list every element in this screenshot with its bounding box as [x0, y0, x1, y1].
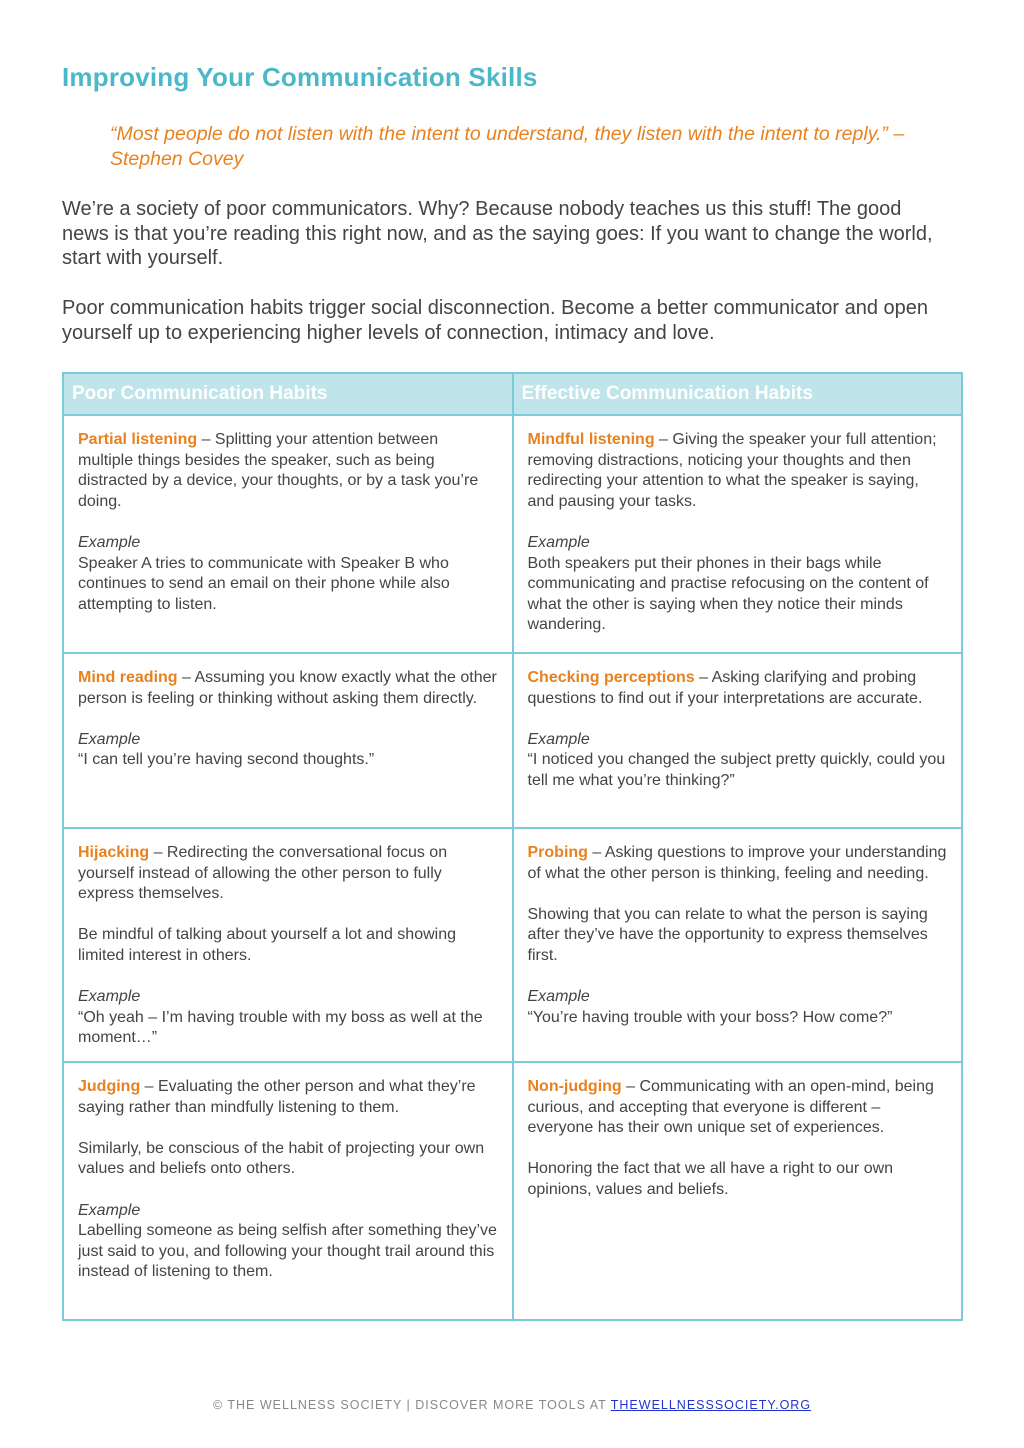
habit-description: – Evaluating the other person and what they’re saying rather than mindfully listening to them.: [78, 1077, 476, 1116]
quote: “Most people do not listen with the intent to understand, they listen with the intent to reply.” – Stephen Covey: [110, 123, 905, 170]
habit-term: Mindful listening: [527, 431, 655, 448]
intro-paragraph: We’re a society of poor communicators. Why? Because nobody teaches us this stuff! The good news is that you’re reading this right now, and as the saying goes: If you want to change the world, start with yourself.: [62, 198, 933, 269]
poor-habit-cell: [63, 415, 513, 653]
habit-note: Honoring the fact that we all have a right to our own opinions, values and beliefs.: [527, 1160, 894, 1198]
habit-note: Showing that you can relate to what the person is saying after they’ve have the opportunity to express themselves first.: [527, 905, 928, 964]
example-label: Example: [527, 533, 590, 551]
habits-table: [62, 372, 963, 1321]
column-header-poor: Poor Communication Habits: [63, 373, 513, 415]
poor-habit-cell: [63, 653, 513, 828]
example-label: Example: [78, 1201, 141, 1219]
table-header-row: [63, 373, 962, 415]
example-text: Speaker A tries to communicate with Speaker B who continues to send an email on their phone while also attempting to listen.: [78, 554, 450, 613]
table-row: [63, 653, 962, 828]
footer-text: © THE WELLNESS SOCIETY | DISCOVER MORE TOOLS AT: [212, 1398, 611, 1412]
effective-habit-cell: [513, 1062, 963, 1320]
footer: [0, 1398, 1024, 1412]
habit-term: Non-judging: [527, 1077, 622, 1095]
page-title: Improving Your Communication Skills: [62, 62, 538, 92]
example-text: “I can tell you’re having second thoughts.”: [78, 751, 375, 769]
example-label: Example: [78, 730, 141, 748]
example-text: “I noticed you changed the subject pretty quickly, could you tell me what you’re thinking?”: [527, 751, 946, 789]
habit-term: Judging: [78, 1077, 141, 1095]
footer-link[interactable]: THEWELLNESSSOCIETY.ORG: [610, 1398, 812, 1412]
habit-term: Partial listening: [78, 431, 198, 448]
habit-description: – Assuming you know exactly what the other person is feeling or thinking without asking them directly.: [78, 669, 497, 707]
effective-habit-cell: [513, 653, 963, 828]
habit-description: – Asking clarifying and probing questions to find out if your interpretations are accurate.: [527, 669, 923, 707]
column-header-effective: Effective Communication Habits: [513, 373, 963, 415]
table-row: [63, 415, 962, 653]
poor-habit-cell: [63, 828, 513, 1062]
example-text: Labelling someone as being selfish after something they’ve just said to you, and following your thought trail around this instead of listening to them.: [78, 1222, 497, 1281]
habit-description: – Giving the speaker your full attention; removing distractions, noticing your thoughts and then redirecting your attention to what the speaker is saying, and pausing your tasks.: [527, 431, 937, 510]
example-text: Both speakers put their phones in their bags while communicating and practise refocusing on the content of what the other is saying when they notice their minds wandering.: [527, 554, 929, 634]
habit-description: – Asking questions to improve your understanding of what the other person is thinking, feeling and needing.: [527, 844, 947, 882]
effective-habit-cell: [513, 415, 963, 653]
table-row: [63, 1062, 962, 1320]
example-label: Example: [78, 533, 141, 551]
habit-term: Mind reading: [78, 669, 178, 686]
example-label: Example: [78, 988, 141, 1006]
example-label: Example: [527, 730, 590, 748]
intro-paragraph: Poor communication habits trigger social disconnection. Become a better communicator and open yourself up to experiencing higher levels of connection, intimacy and love.: [62, 297, 929, 344]
habit-note: Similarly, be conscious of the habit of projecting your own values and beliefs onto others.: [78, 1139, 485, 1178]
table-row: [63, 828, 962, 1062]
effective-habit-cell: [513, 828, 963, 1062]
poor-habit-cell: [63, 1062, 513, 1320]
habit-term: Hijacking: [78, 844, 150, 861]
example-text: “Oh yeah – I’m having trouble with my boss as well at the moment…”: [78, 1008, 483, 1047]
habit-term: Checking perceptions: [527, 669, 695, 686]
example-label: Example: [527, 988, 590, 1006]
habit-note: Be mindful of talking about yourself a lot and showing limited interest in others.: [78, 926, 457, 964]
habit-term: Probing: [527, 844, 588, 861]
habit-description: – Redirecting the conversational focus on yourself instead of allowing the other person to fully express themselves.: [78, 844, 448, 903]
example-text: “You’re having trouble with your boss? How come?”: [527, 1008, 893, 1026]
habit-description: – Splitting your attention between multiple things besides the speaker, such as being distracted by a device, your thoughts, or by a task you’re doing.: [78, 431, 479, 510]
habit-description: – Communicating with an open-mind, being curious, and accepting that everyone is different – everyone has their own unique set of experiences.: [527, 1077, 934, 1137]
